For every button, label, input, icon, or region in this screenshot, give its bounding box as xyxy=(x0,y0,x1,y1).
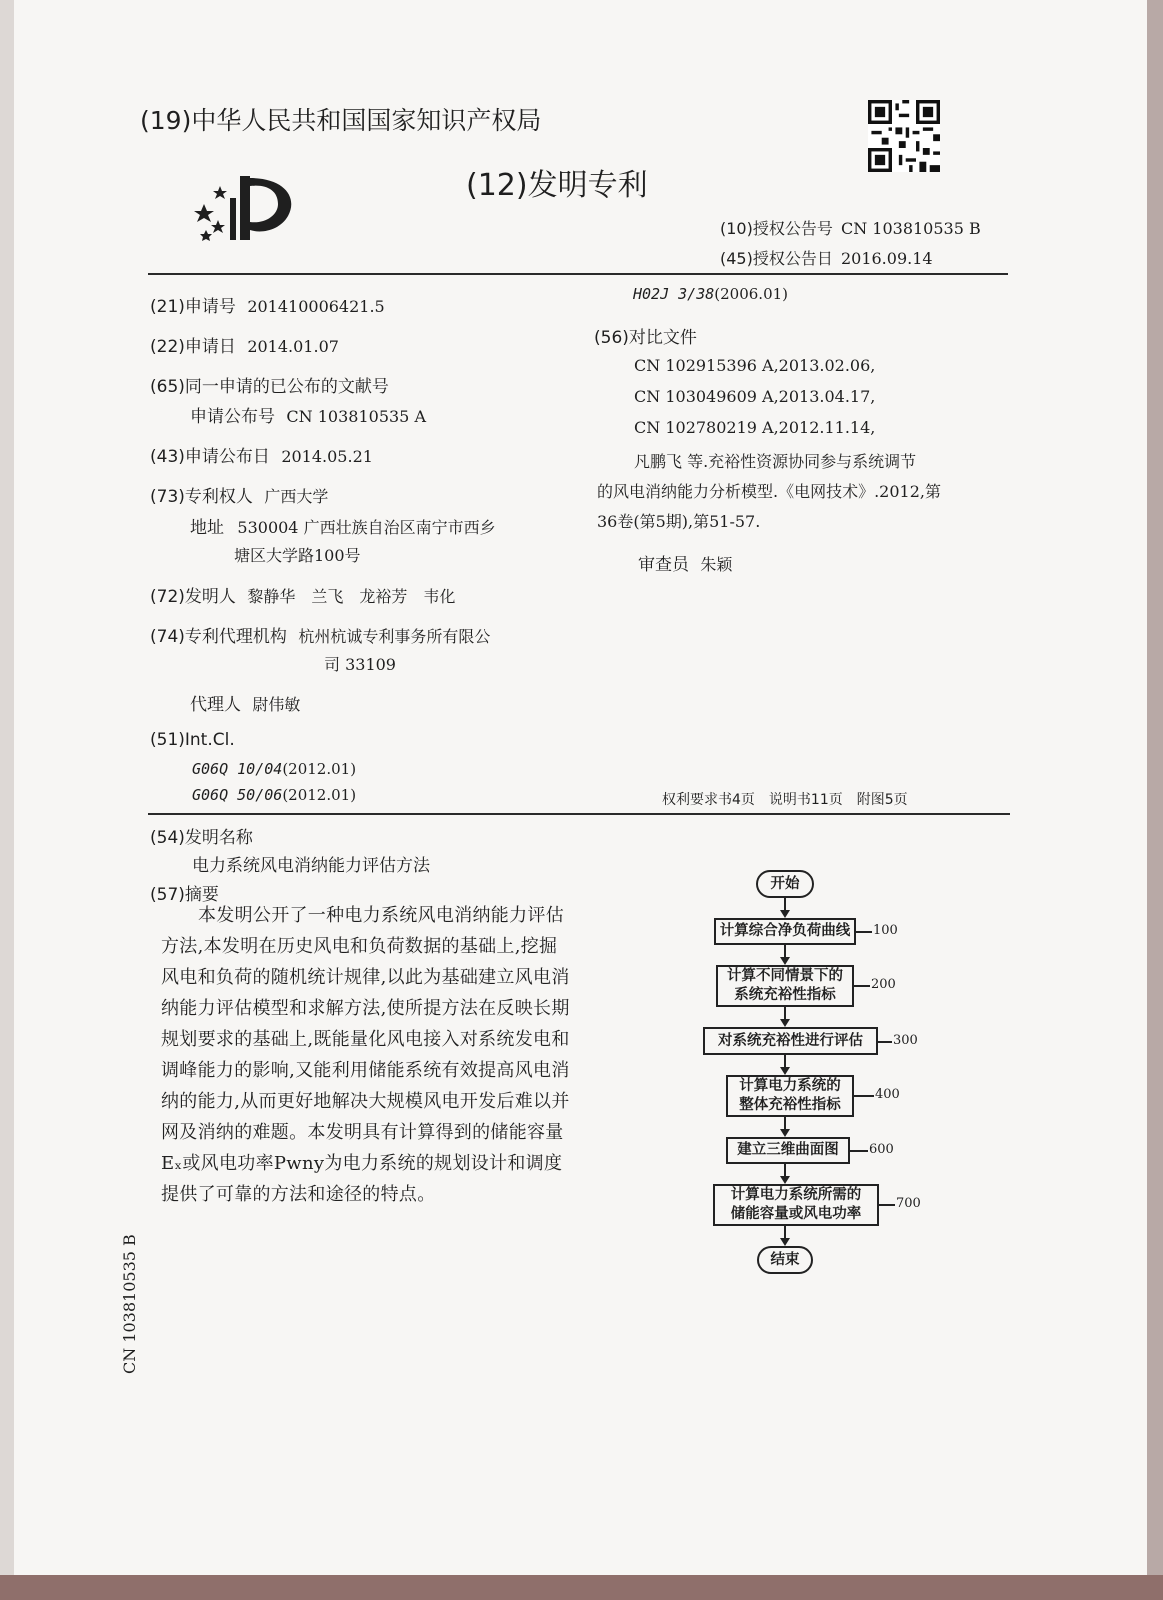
pub-number-label: (10)授权公告号 xyxy=(720,219,833,238)
flow-start: 开始 xyxy=(756,870,814,898)
scan-right-edge xyxy=(1147,0,1163,1600)
abstract-label: (57)摘要 xyxy=(150,885,219,905)
intcl-3 xyxy=(633,285,788,303)
pubapp-no: CN 103810535 A xyxy=(286,407,426,426)
flow-leader-300 xyxy=(878,1041,892,1043)
ref-4-line-2: 的风电消纳能力分析模型.《电网技术》.2012,第 xyxy=(597,482,941,501)
agent-label: 代理人 xyxy=(190,695,241,715)
flow-step-400-line-1: 计算电力系统的 xyxy=(739,1078,841,1094)
flow-leader-600 xyxy=(850,1150,868,1152)
field-agency xyxy=(150,622,490,647)
address-label: 地址 xyxy=(190,518,224,538)
flow-end: 结束 xyxy=(757,1246,813,1274)
header-divider xyxy=(148,273,1008,275)
flow-step-200-line-2: 系统充裕性指标 xyxy=(734,987,836,1003)
field-app-date xyxy=(150,332,339,357)
office-name: (19)中华人民共和国国家知识产权局 xyxy=(140,106,542,135)
agency-label: (74)专利代理机构 xyxy=(150,627,287,647)
pubapp-label: 申请公布号 xyxy=(190,407,275,427)
refs-label: (56)对比文件 xyxy=(594,328,697,348)
scan-left-edge xyxy=(0,0,14,1600)
intcl-1-version: (2012.01) xyxy=(282,760,357,778)
ref-3: CN 102780219 A,2012.11.14, xyxy=(634,418,876,437)
qr-code-icon xyxy=(868,100,940,172)
pub-date: 2016.09.14 xyxy=(840,249,933,268)
inventors-label: (72)发明人 xyxy=(150,587,236,607)
holder: 广西大学 xyxy=(264,487,329,506)
flow-tag-200: 200 xyxy=(871,977,896,992)
flow-step-400-line-2: 整体充裕性指标 xyxy=(739,1097,841,1113)
page-counts: 权利要求书4页 说明书11页 附图5页 xyxy=(662,792,908,808)
flow-step-700-line-1: 计算电力系统所需的 xyxy=(730,1187,862,1203)
inventors: 黎静华 兰飞 龙裕芳 韦化 xyxy=(247,587,456,606)
flow-arrow xyxy=(780,1129,790,1137)
app-date: 2014.01.07 xyxy=(247,337,339,356)
flow-tag-700: 700 xyxy=(896,1196,921,1211)
biblio-divider xyxy=(148,813,1010,815)
holder-label: (73)专利权人 xyxy=(150,487,253,507)
agency-line-2: 司 33109 xyxy=(324,655,396,674)
flow-arrow xyxy=(780,1067,790,1075)
invention-title: 电力系统风电消纳能力评估方法 xyxy=(192,856,430,876)
flow-arrow xyxy=(780,1238,790,1246)
scan-bottom-edge xyxy=(0,1575,1163,1600)
flow-step-100: 计算综合净负荷曲线 xyxy=(714,918,856,945)
pub-date-row xyxy=(720,246,933,269)
field-agent xyxy=(190,690,300,715)
intcl-1-code: G06Q 10/04 xyxy=(192,760,283,778)
app-date-label: (22)申请日 xyxy=(150,337,236,357)
examiner-label: 审查员 xyxy=(638,555,689,575)
flow-leader-100 xyxy=(856,931,872,933)
flow-step-600: 建立三维曲面图 xyxy=(726,1137,850,1164)
flow-arrow xyxy=(780,957,790,965)
intcl-2 xyxy=(192,786,356,804)
pubdate: 2014.05.21 xyxy=(281,447,373,466)
app-no-label: (21)申请号 xyxy=(150,297,236,317)
field-pubdate xyxy=(150,442,373,467)
field-address xyxy=(190,513,496,538)
flow-tag-300: 300 xyxy=(893,1033,918,1048)
field-related-label: (65)同一申请的已公布的文献号 xyxy=(150,377,389,397)
intcl-3-version: (2006.01) xyxy=(714,285,789,303)
field-inventors xyxy=(150,582,455,607)
flow-tag-400: 400 xyxy=(875,1087,900,1102)
app-no: 201410006421.5 xyxy=(247,297,385,316)
pubdate-label: (43)申请公布日 xyxy=(150,447,270,467)
ref-4-line-3: 36卷(第5期),第51-57. xyxy=(597,512,761,531)
field-holder xyxy=(150,482,328,507)
flow-leader-700 xyxy=(879,1204,895,1206)
flow-arrow xyxy=(780,1176,790,1184)
flow-tag-600: 600 xyxy=(869,1142,894,1157)
flow-leader-400 xyxy=(854,1095,874,1097)
flow-tag-100: 100 xyxy=(873,923,898,938)
pub-date-label: (45)授权公告日 xyxy=(720,249,833,268)
flow-step-200 xyxy=(716,965,854,1007)
flow-leader-200 xyxy=(854,985,870,987)
abstract-text: 本发明公开了一种电力系统风电消纳能力评估方法,本发明在历史风电和负荷数据的基础上,挖掘风电和负荷的随机统计规律,以此为基础建立风电消纳能力评估模型和求解方法,使所提方法在反映长期规划要求的基础上,既能量化风电接入对系统发电和调峰能力的影响,又能利用储能系统有效提高风电消纳的能力,从而更好地解决大规模风电开发后难以并网及消纳的难题。本发明具有计算得到的储能容量Eₓ或风电功率Pwny为电力系统的规划设计和调度提供了可靠的方法和途径的特点。 xyxy=(161,905,570,1205)
field-pubapp xyxy=(190,402,426,427)
document-type: (12)发明专利 xyxy=(466,168,648,203)
flow-step-400 xyxy=(726,1075,854,1117)
agency-line-1: 杭州杭诚专利事务所有限公 xyxy=(298,627,491,646)
pub-number-row xyxy=(720,216,981,239)
agent: 尉伟敏 xyxy=(252,695,301,714)
field-intcl-label: (51)Int.Cl. xyxy=(150,730,235,750)
flow-step-300: 对系统充裕性进行评估 xyxy=(703,1027,878,1055)
field-examiner xyxy=(638,550,732,575)
intcl-3-code: H02J 3/38 xyxy=(633,285,715,303)
flow-step-700 xyxy=(713,1184,879,1226)
address-line-2: 塘区大学路100号 xyxy=(234,546,361,565)
flow-step-700-line-2: 储能容量或风电功率 xyxy=(730,1206,862,1222)
cnipa-logo-icon xyxy=(190,168,300,248)
ref-1: CN 102915396 A,2013.02.06, xyxy=(634,356,876,375)
address-line-1: 530004 广西壮族自治区南宁市西乡 xyxy=(237,518,496,537)
intcl-1 xyxy=(192,760,356,778)
ref-2: CN 103049609 A,2013.04.17, xyxy=(634,387,876,406)
intcl-2-code: G06Q 50/06 xyxy=(192,786,283,804)
intcl-2-version: (2012.01) xyxy=(282,786,357,804)
flow-step-200-line-1: 计算不同情景下的 xyxy=(727,968,843,984)
title-label: (54)发明名称 xyxy=(150,828,253,848)
pub-number: CN 103810535 B xyxy=(840,219,981,238)
flow-arrow xyxy=(780,1019,790,1027)
examiner: 朱颖 xyxy=(700,555,733,574)
field-app-no xyxy=(150,292,385,317)
flow-arrow xyxy=(780,910,790,918)
ref-4-line-1: 凡鹏飞 等.充裕性资源协同参与系统调节 xyxy=(634,452,917,471)
side-pub-number: CN 103810535 B xyxy=(120,1234,139,1374)
